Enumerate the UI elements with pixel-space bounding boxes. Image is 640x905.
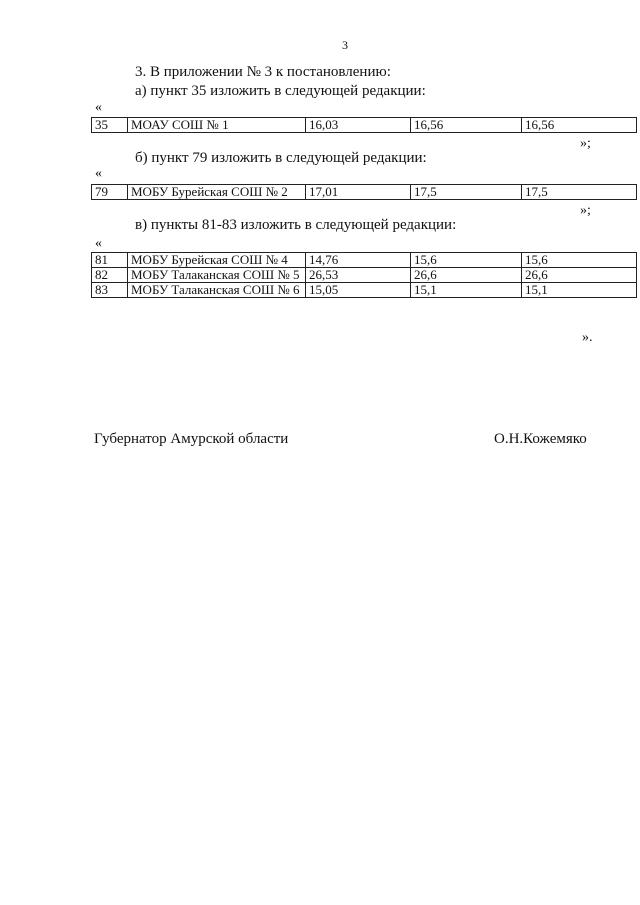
cell-value-3: 15,6 — [522, 253, 637, 268]
subitem-c-text: в) пункты 81-83 изложить в следующей редакции: — [135, 217, 457, 233]
cell-value-2: 15,1 — [411, 283, 522, 298]
cell-value-2: 16,56 — [411, 118, 522, 133]
cell-value-1: 14,76 — [306, 253, 411, 268]
cell-number: 82 — [92, 268, 128, 283]
table-b — [91, 184, 637, 200]
table-row — [92, 283, 637, 298]
table-a — [91, 117, 637, 133]
cell-number: 35 — [92, 118, 128, 133]
table-c — [91, 252, 637, 298]
cell-value-2: 17,5 — [411, 185, 522, 200]
subitem-a-text: а) пункт 35 изложить в следующей редакции: — [135, 83, 426, 99]
table-row — [92, 268, 637, 283]
cell-value-3: 17,5 — [522, 185, 637, 200]
cell-number: 79 — [92, 185, 128, 200]
signatory-name: О.Н.Кожемяко — [494, 431, 587, 447]
cell-school: МОБУ Бурейская СОШ № 4 — [128, 253, 306, 268]
close-quote-a: »; — [580, 136, 591, 151]
subitem-b-text: б) пункт 79 изложить в следующей редакции: — [135, 150, 427, 166]
cell-school: МОБУ Талаканская СОШ № 5 — [128, 268, 306, 283]
cell-value-1: 26,53 — [306, 268, 411, 283]
table-row — [92, 118, 637, 133]
page-number: 3 — [342, 38, 348, 52]
cell-value-1: 16,03 — [306, 118, 411, 133]
close-quote-c: ». — [582, 330, 593, 345]
close-quote-b: »; — [580, 203, 591, 218]
cell-value-2: 15,6 — [411, 253, 522, 268]
table-row — [92, 253, 637, 268]
cell-school: МОБУ Бурейская СОШ № 2 — [128, 185, 306, 200]
table-row — [92, 185, 637, 200]
cell-value-3: 26,6 — [522, 268, 637, 283]
signatory-title: Губернатор Амурской области — [94, 431, 289, 447]
open-quote-a: « — [95, 100, 102, 115]
cell-number: 83 — [92, 283, 128, 298]
cell-value-1: 15,05 — [306, 283, 411, 298]
cell-value-3: 15,1 — [522, 283, 637, 298]
cell-value-2: 26,6 — [411, 268, 522, 283]
cell-value-1: 17,01 — [306, 185, 411, 200]
item3-heading: 3. В приложении № 3 к постановлению: — [135, 64, 391, 80]
cell-school: МОБУ Талаканская СОШ № 6 — [128, 283, 306, 298]
open-quote-b: « — [95, 166, 102, 181]
cell-value-3: 16,56 — [522, 118, 637, 133]
cell-number: 81 — [92, 253, 128, 268]
open-quote-c: « — [95, 236, 102, 251]
cell-school: МОАУ СОШ № 1 — [128, 118, 306, 133]
